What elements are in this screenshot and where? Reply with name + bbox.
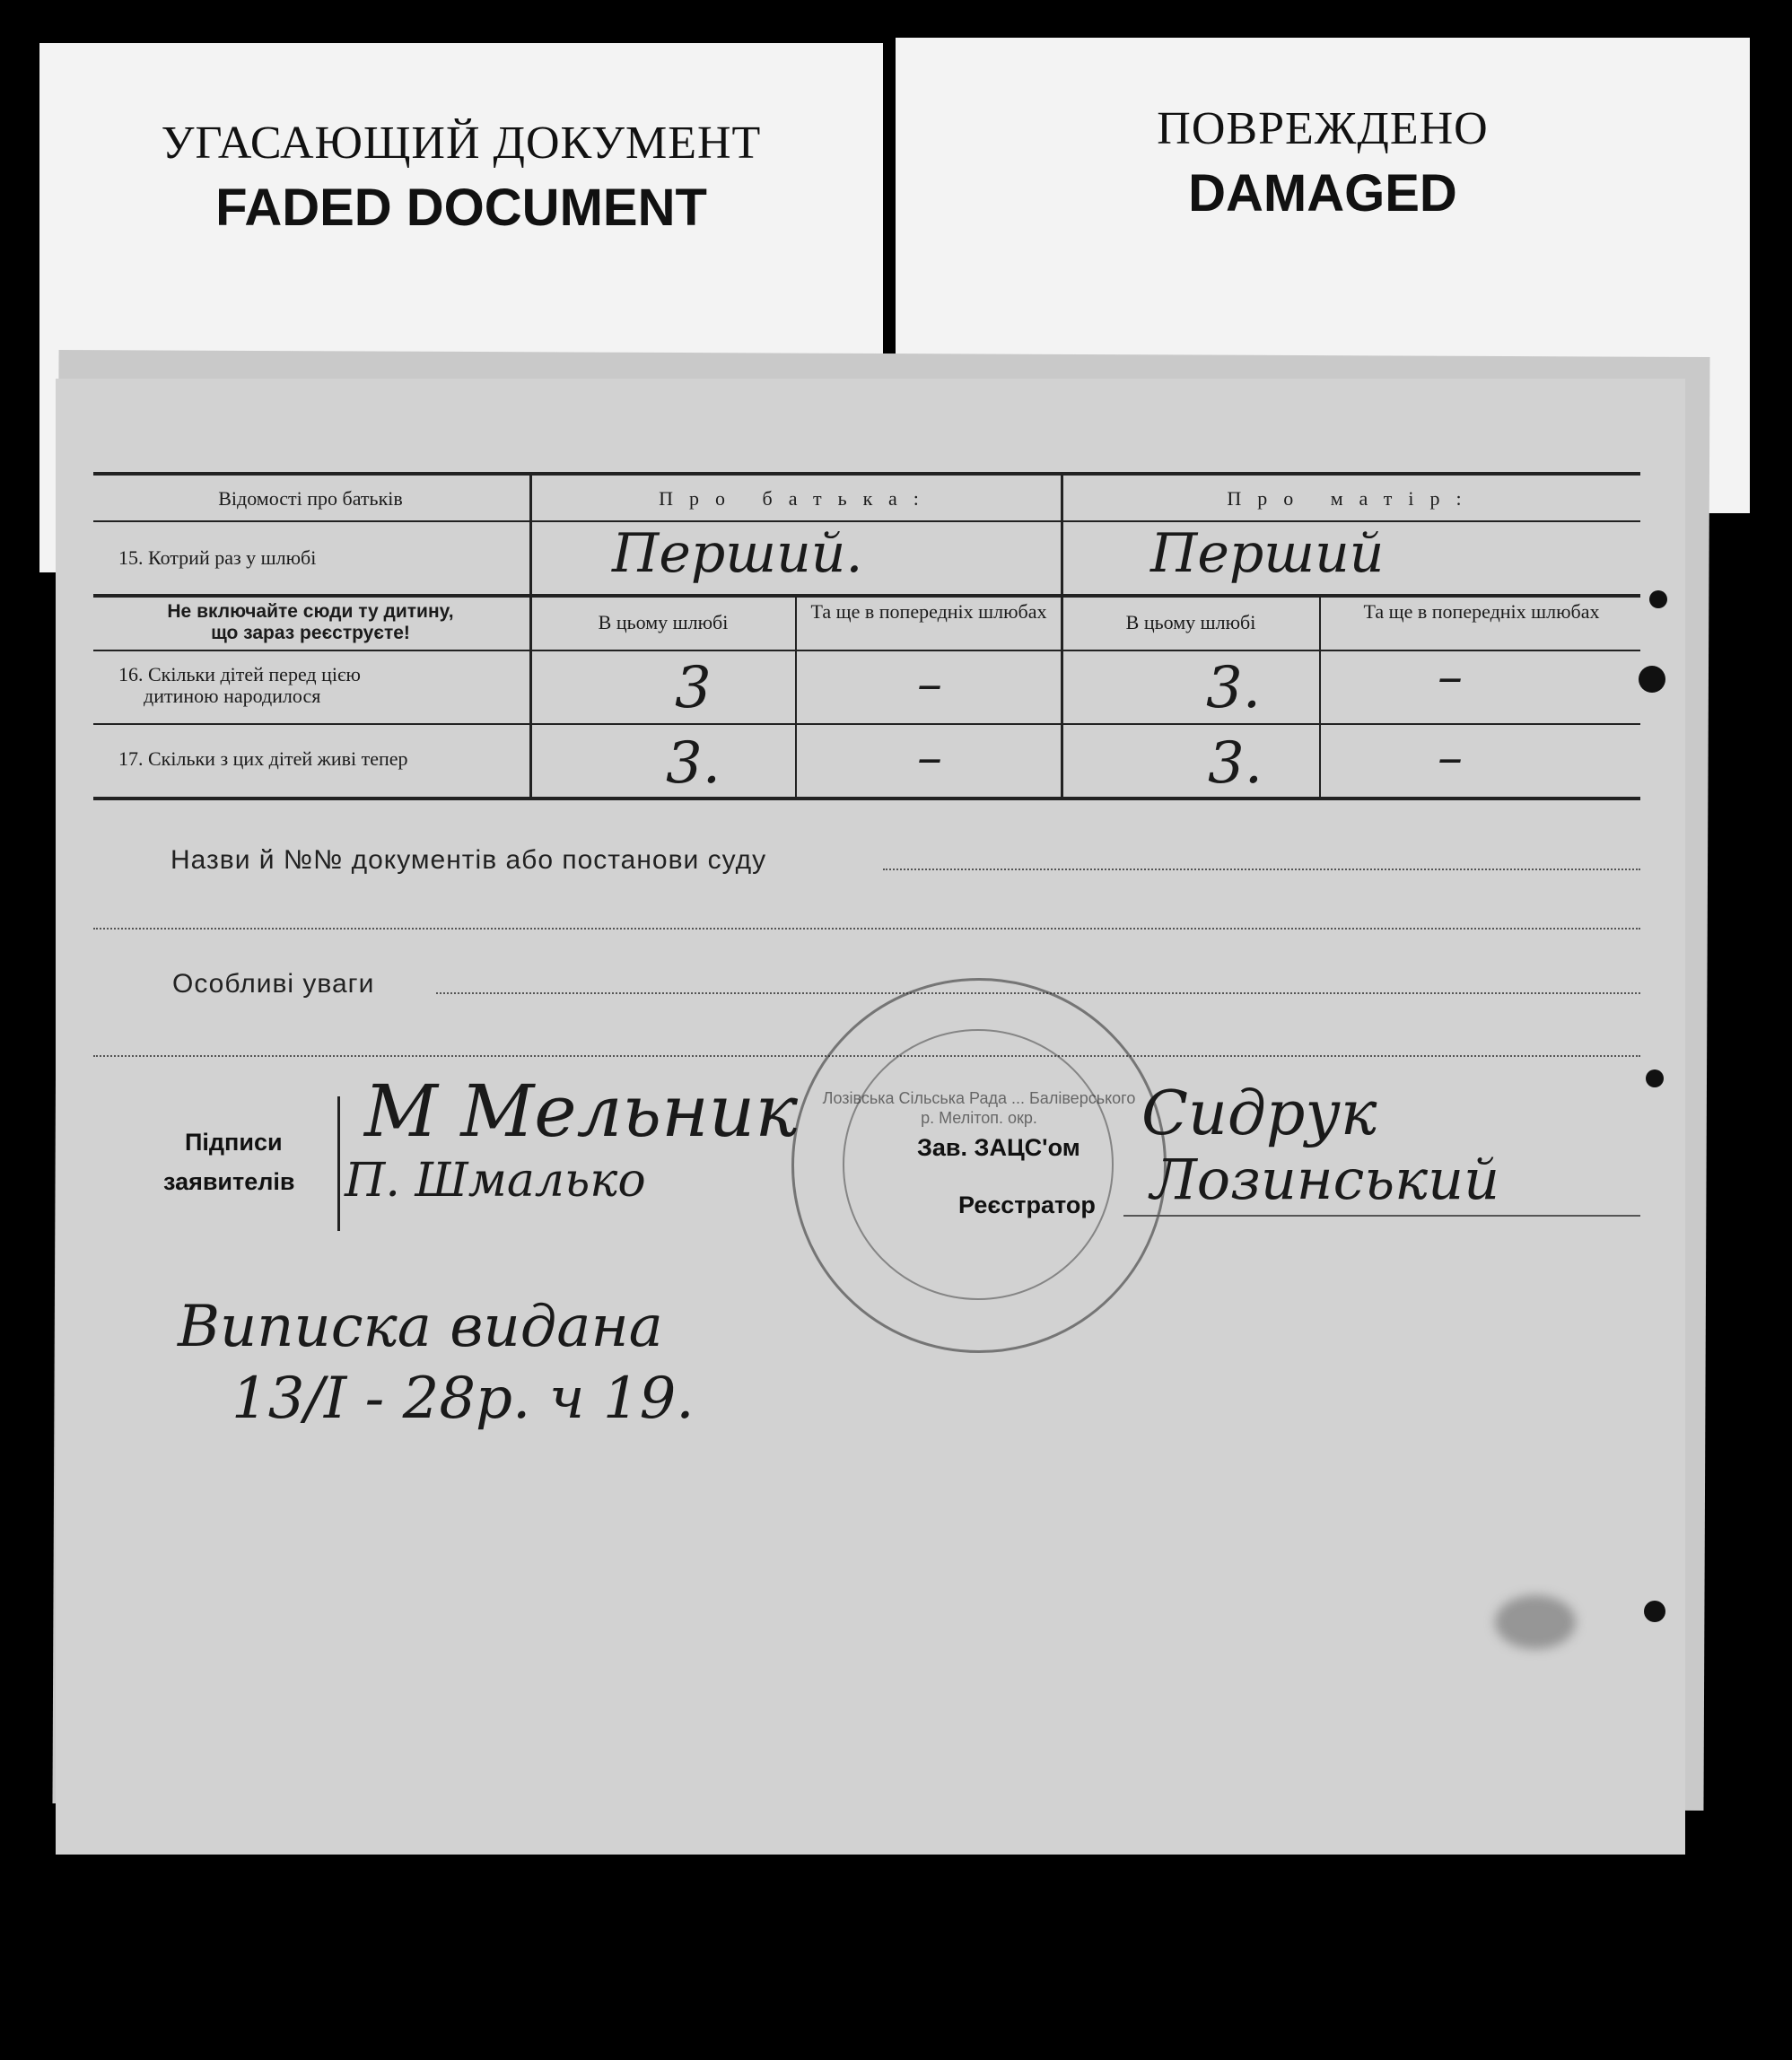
damaged-label-en: DAMAGED	[1188, 164, 1457, 223]
official-stamp	[791, 978, 1167, 1353]
documents-line	[883, 869, 1640, 870]
subheader-father-prev: Та ще в попередніх шлюбах	[810, 600, 1047, 623]
issued-note-line1: Виписка видана	[178, 1294, 663, 1360]
faded-label-ru: УГАСАЮЩИЙ ДОКУМЕНТ	[161, 118, 762, 169]
row16-label-line1: 16. Скільки дітей перед цією	[118, 663, 361, 685]
row17-father-prev: –	[917, 729, 942, 787]
row16-father-prev: –	[917, 655, 942, 713]
table-top-border	[93, 472, 1640, 476]
row17-mother-prev: –	[1438, 729, 1463, 787]
row16-mother-prev: –	[1438, 648, 1463, 706]
header-parents-info: Відомості про батьків	[218, 487, 403, 510]
registrar-signature: Лозинський	[1150, 1147, 1500, 1212]
subheader-note-line2: що зараз реєструєте!	[211, 623, 410, 643]
subheader-father-this: В цьому шлюбі	[598, 611, 729, 633]
zags-signature: Сидрук	[1141, 1078, 1377, 1149]
table-line	[93, 723, 1640, 725]
row17-label: 17. Скільки з цих дітей живі тепер	[118, 747, 408, 770]
issued-note-line2: 13/I - 28р. ч 19.	[232, 1366, 695, 1432]
signature-bracket	[337, 1096, 340, 1231]
table-line	[93, 650, 1640, 651]
documents-line-2	[93, 928, 1640, 930]
table-divider	[1061, 474, 1063, 797]
row15-mother-value: Перший	[1150, 522, 1385, 585]
applicant2-signature: П. Шмалько	[345, 1154, 646, 1208]
stamp-inner-ring	[843, 1029, 1114, 1300]
subheader-note-line1: Не включайте сюди ту дитину,	[167, 601, 454, 622]
stamp-text: Лозівська Сільська Рада ... Баліверського р. Мелітоп. окр.	[822, 1089, 1136, 1127]
row15-father-value: Перший.	[612, 522, 863, 585]
row16-label-line2: дитиною народилося	[144, 685, 321, 707]
row17-father-this: 3.	[666, 730, 721, 797]
subheader-note	[93, 601, 528, 644]
damaged-label-ru: ПОВРЕЖДЕНО	[1157, 103, 1489, 154]
registrar-line	[1123, 1215, 1640, 1217]
signatures-label-line1: Підписи	[185, 1129, 283, 1156]
row15-label: 15. Котрий раз у шлюбі	[118, 546, 317, 569]
punch-hole	[1644, 1601, 1665, 1622]
ink-smudge	[1495, 1595, 1576, 1649]
header-mother: Про матір:	[1227, 487, 1478, 510]
header-father: Про батька:	[659, 487, 935, 510]
row16-father-this: 3	[675, 655, 712, 721]
registrar-label: Реєстратор	[958, 1191, 1096, 1218]
row16-label	[93, 664, 553, 707]
zags-label: Зав. ЗАЦС'ом	[917, 1134, 1080, 1161]
registration-form-sheet	[56, 379, 1685, 1855]
punch-hole	[1646, 1069, 1664, 1087]
subheader-mother-this: В цьому шлюбі	[1125, 611, 1256, 633]
subheader-mother-prev: Та ще в попередніх шлюбах	[1363, 600, 1600, 623]
faded-label-en: FADED DOCUMENT	[215, 179, 707, 237]
table-divider	[795, 596, 797, 797]
table-divider	[1319, 596, 1321, 797]
signatures-label-line2: заявителів	[163, 1168, 295, 1195]
applicant1-signature: М Мельник	[364, 1069, 799, 1153]
table-bottom-border	[93, 797, 1640, 800]
row17-mother-this: 3.	[1208, 730, 1263, 797]
documents-label: Назви й №№ документів або постанови суду	[170, 845, 767, 875]
table-line	[93, 594, 1640, 598]
punch-hole	[1649, 590, 1667, 608]
remarks-label: Особливі уваги	[172, 969, 375, 999]
punch-hole	[1639, 666, 1665, 693]
table-line	[93, 520, 1640, 522]
row16-mother-this: 3.	[1206, 655, 1262, 721]
